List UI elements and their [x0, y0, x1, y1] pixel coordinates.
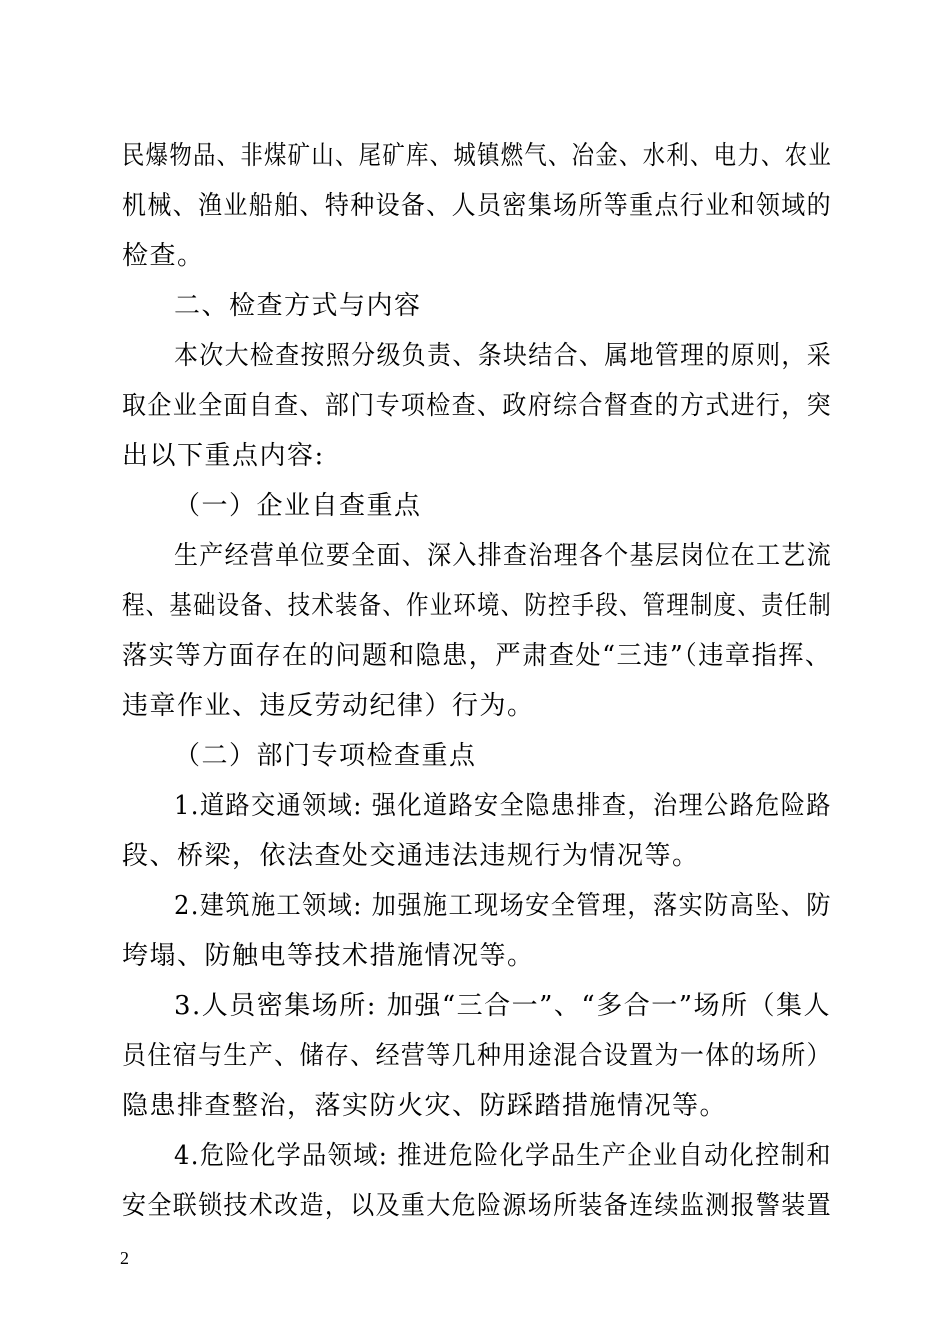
text-line: 垮塌、防触电等技术措施情况等。: [122, 941, 535, 971]
text-line: 4.危险化学品领域: 推进危险化学品生产企业自动化控制和: [174, 1141, 832, 1171]
section-heading: 二、检查方式与内容: [174, 291, 422, 321]
text-line: 3.人员密集场所: 加强“三合一”、“多合一”场所（集人: [174, 991, 831, 1021]
text-line: 程、基础设备、技术装备、作业环境、防控手段、管理制度、责任制: [122, 591, 833, 621]
text-line: 2.建筑施工领域: 加强施工现场安全管理，落实防高坠、防: [174, 891, 832, 921]
subsection-heading: （二）部门专项检查重点: [174, 741, 477, 771]
text-line: 1.道路交通领域: 强化道路安全隐患排查，治理公路危险路: [174, 791, 832, 821]
text-line: 机械、渔业船舶、特种设备、人员密集场所等重点行业和领域的: [122, 191, 833, 221]
text-line: 段、桥梁，依法查处交通违法违规行为情况等。: [122, 841, 700, 871]
text-line: 隐患排查整治，落实防火灾、防踩踏措施情况等。: [122, 1091, 728, 1121]
text-line: 生产经营单位要全面、深入排查治理各个基层岗位在工艺流: [174, 541, 833, 571]
text-line: 员住宿与生产、储存、经营等几种用途混合设置为一体的场所）: [122, 1041, 833, 1071]
page-number: 2: [120, 1248, 129, 1268]
text-line: 违章作业、违反劳动纪律）行为。: [122, 691, 535, 721]
text-line: 落实等方面存在的问题和隐患，严肃查处“三违”（违章指挥、: [122, 641, 832, 671]
text-line: 安全联锁技术改造，以及重大危险源场所装备连续监测报警装置: [122, 1191, 833, 1221]
text-line: 民爆物品、非煤矿山、尾矿库、城镇燃气、冶金、水利、电力、农业: [122, 141, 833, 171]
subsection-heading: （一）企业自查重点: [174, 491, 422, 521]
text-line: 检查。: [122, 241, 205, 271]
text-line: 取企业全面自查、部门专项检查、政府综合督查的方式进行，突: [122, 391, 833, 421]
text-line: 出以下重点内容:: [122, 441, 325, 471]
text-line: 本次大检查按照分级负责、条块结合、属地管理的原则，采: [174, 341, 833, 371]
